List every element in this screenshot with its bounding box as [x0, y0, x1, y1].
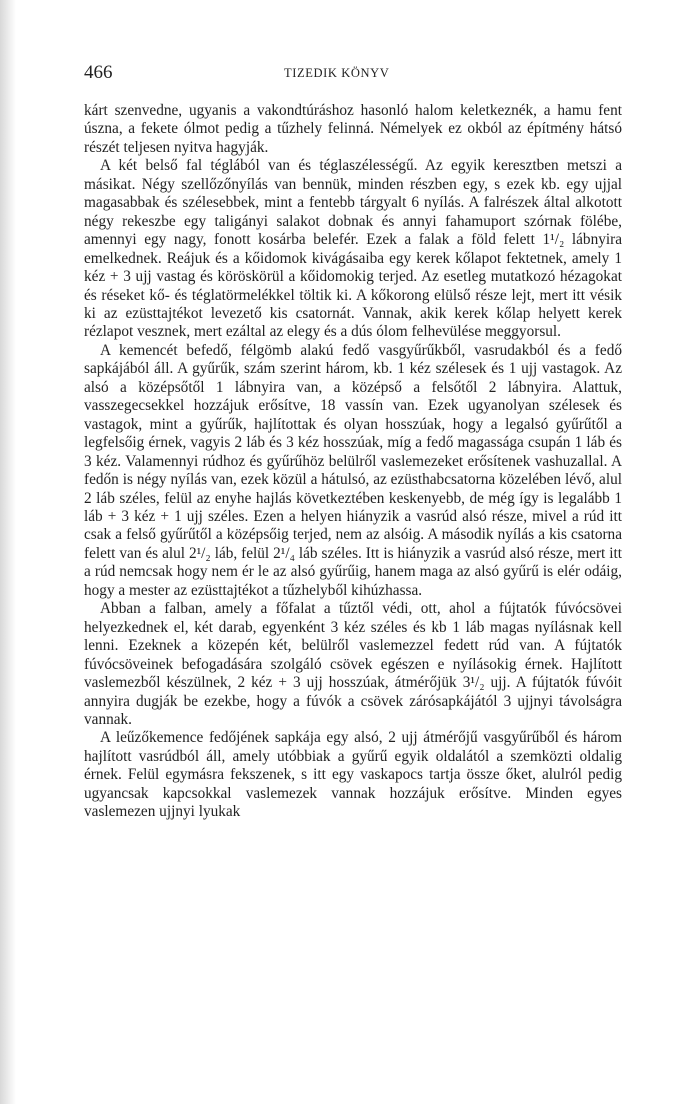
paragraph-1: kárt szenvedne, ugyanis a vakondtúráshoz hasonló halom keletkeznék, a hamu fent úszna, a fekete ólmot pedig a tűzhely felinná. Némelyek ez okból az építmény hátsó részét teljesen nyitva hagyják. — [84, 102, 622, 156]
paragraph-3: A kemencét befedő, félgömb alakú fedő vasgyűrűkből, vasrudakból és a fedő sapkájából áll. A gyűrűk, szám szerint három, kb. 1 kéz szélesek és 1 ujj vastagok. Az alsó a középsőtől 1 lábnyira van, a középső a felsőtől 2 lábnyira. Alattuk, vasszegecsekkel hozzájuk erősítve, 18 vassín van. Ezek ugyanolyan szélesek és vastagok, mint a gyűrűk, hajlítottak és olyan hosszúak, hogy a legalsó gyűrűtől a legfelsőig érnek, vagyis 2 láb és 3 kéz hosszúak, míg a fedő magassága csupán 1 láb és 3 kéz. Valamennyi rúdhoz és gyűrűhöz belülről vaslemezeket erősítenek vashuzallal. A fedőn is négy nyílás van, ezek közül a hátulsó, az ezüsthabcsatorna közelében lévő, alul 2 láb széles, felül az enyhe hajlás következtében keskenyebb, de még így is legalább 1 láb + 3 kéz + 1 ujj széles. Ezen a helyen hiányzik a vasrúd alsó része, mivel a rúd itt csak a felső gyűrűtől a középsőig terjed, nem az alsóig. A második nyílás a kis csatorna felett van és alul 2¹/₂ láb, felül 2¹/₄ láb széles. Itt is hiányzik a vasrúd alsó része, mert itt a rúd nemcsak hogy nem ér le az alsó gyűrűig, hanem maga az alsó gyűrű is elér odáig, hogy a mester az ezüsttajtékot a tűzhelyből kihúzhassa. — [84, 341, 622, 599]
paragraph-4: Abban a falban, amely a főfalat a tűztől védi, ott, ahol a fújtatók fúvócsövei helyezkednek el, két darab, egyenként 3 kéz széles és kb 1 láb magas nyílásnak kell lenni. Ezeknek a közepén két, belülről vaslemezzel fedett rúd van. A fújtatók fúvócsöveinek befogadására szolgáló csövek egészen e nyílásokig érnek. Hajlított vaslemezből készülnek, 2 kéz + 3 ujj hosszúak, átmérőjük 3¹/₂ ujj. A fújtatók fúvóit annyira dugják be ezekbe, hogy a fúvók a csövek zárósapkájától 3 ujjnyi távolságra vannak. — [84, 600, 622, 728]
spine-shadow — [0, 0, 16, 1104]
paragraph-5: A leűzőkemence fedőjének sapkája egy alsó, 2 ujj átmérőjű vasgyűrűből és három hajlított vasrúdból áll, amely utóbbiak a gyűrű egyik oldalától a szemközti oldalig érnek. Felül egymásra fekszenek, s itt egy vaskapocs tartja össze őket, alulról pedig ugyancsak kapcsokkal vaslemezek vannak hozzájuk erősítve. Minden egyes vaslemezen ujjnyi lyukak — [84, 729, 622, 821]
page-number: 466 — [84, 62, 113, 83]
page-header — [84, 62, 624, 86]
body-text — [84, 102, 622, 1092]
paragraph-2: A két belső fal téglából van és téglaszélességű. Az egyik keresztben metszi a másikat. Négy szellőzőnyílás van bennük, minden részben egy, s ezek kb. egy ujjal magasabbak és szélesebbek, mint a fentebb tárgyalt 6 nyílás. A falrészek által alkotott négy rekeszbe egy taligányi salakot dobnak és annyi fahamuport szórnak fölébe, amennyi egy nagy, fonott kosárba belefér. Ezek a falak a föld felett 1¹/₂ lábnyira emelkednek. Reájuk és a kőidomok kivágásaiba egy kerek kőlapot fektetnek, amely 1 kéz + 3 ujj vastag és köröskörül a kőidomokig terjed. Az esetleg mutatkozó hézagokat és réseket kő- és téglatörmelékkel töltik ki. A kőkorong elülső része lejt, mert itt vésik ki az ezüsttajtékot levezető kis csatornát. Vannak, akik kerek kőlap helyett kerek rézlapot vesznek, mert ezáltal az elegy és a dús ólom felhevülése meggyorsul. — [84, 157, 622, 341]
running-title: TIZEDIK KÖNYV — [284, 66, 390, 80]
